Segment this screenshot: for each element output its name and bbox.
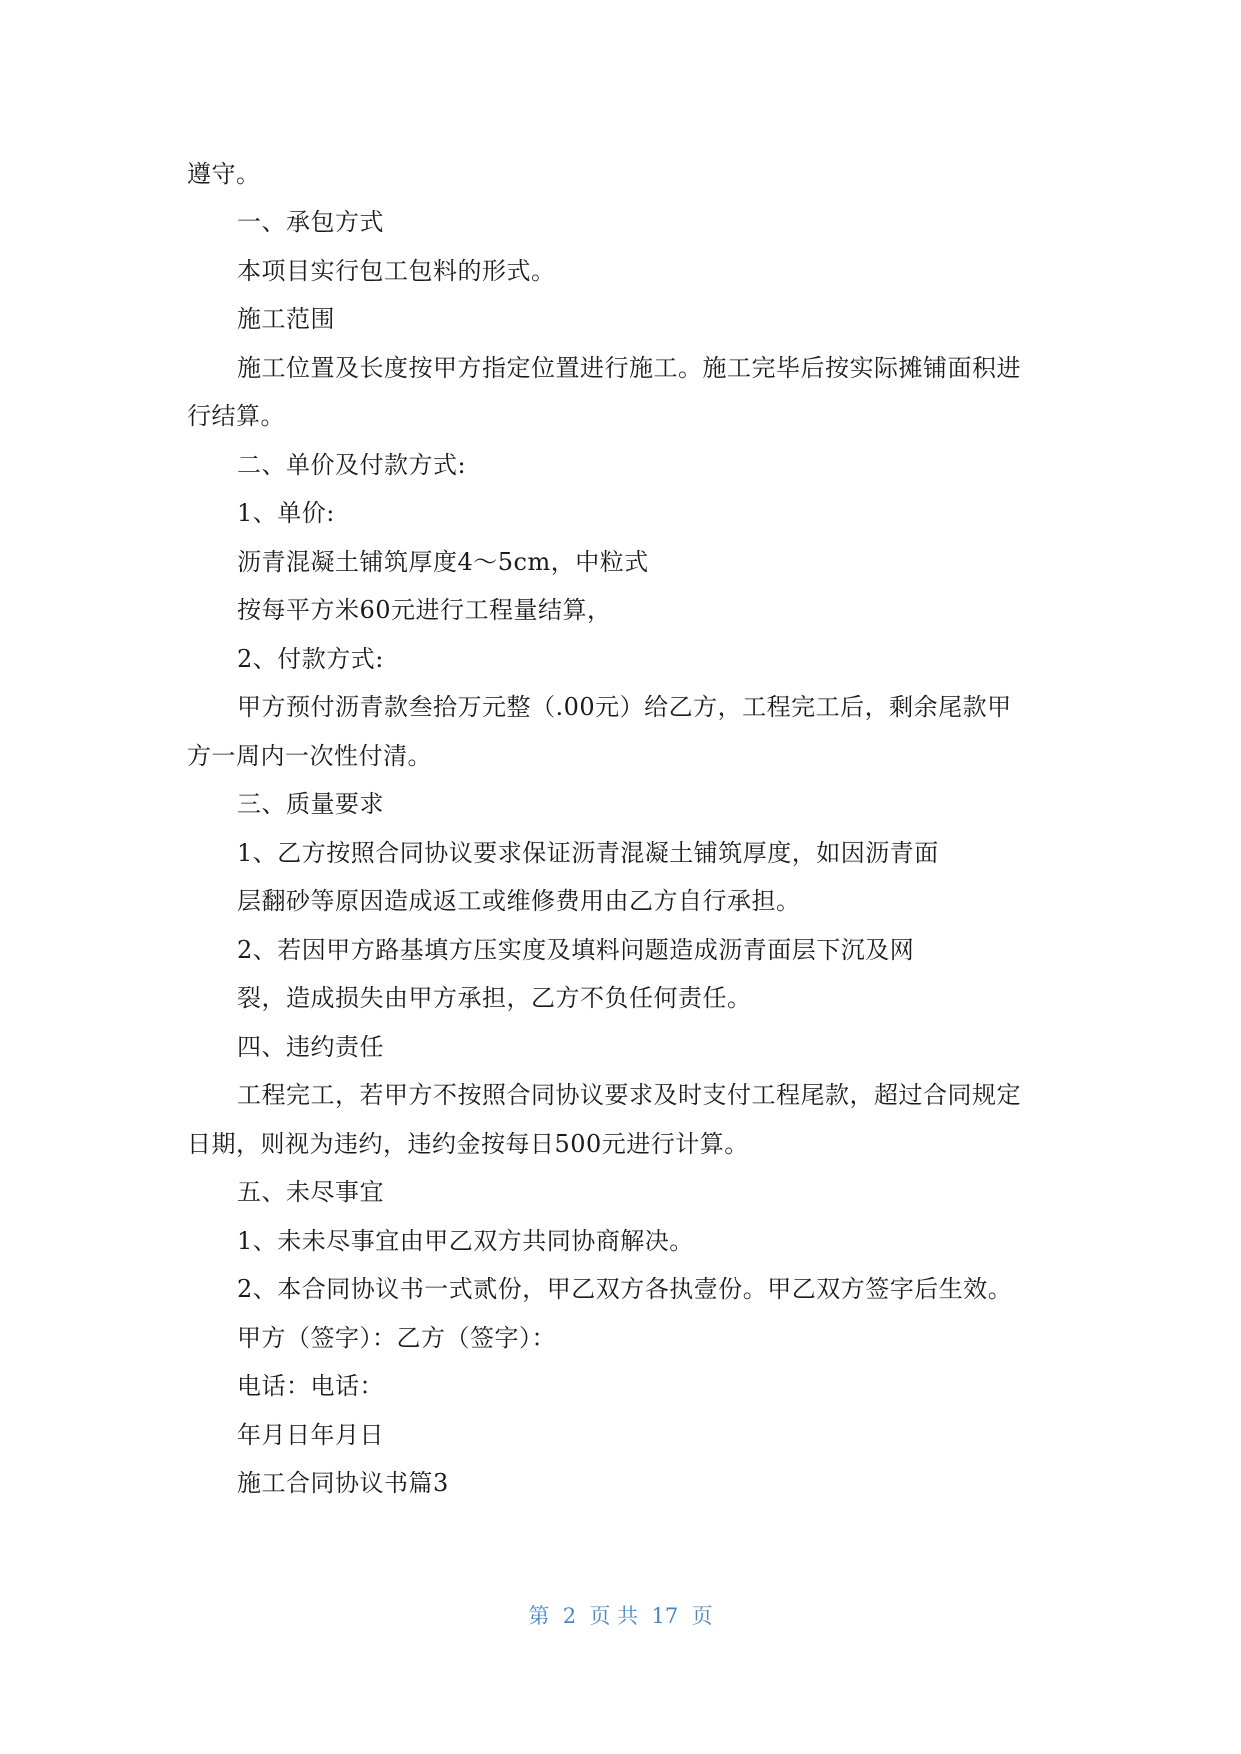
text-line: 甲方预付沥青款叁拾万元整（.00元）给乙方，工程完工后，剩余尾款甲: [237, 693, 1012, 721]
phone-line: 电话：电话：: [237, 1372, 384, 1400]
section-heading: 四、违约责任: [237, 1033, 384, 1061]
text-line: 本项目实行包工包料的形式。: [237, 257, 556, 285]
text-line: 行结算。: [187, 402, 285, 430]
section-heading: 三、质量要求: [237, 790, 384, 818]
section-heading: 二、单价及付款方式:: [237, 451, 467, 479]
signature-line: 甲方（签字）：乙方（签字）：: [237, 1324, 556, 1352]
text-line: 层翻砂等原因造成返工或维修费用由乙方自行承担。: [237, 887, 801, 915]
text-line: 2、本合同协议书一式贰份，甲乙双方各执壹份。甲乙双方签字后生效。: [237, 1275, 1013, 1303]
text-line: 方一周内一次性付清。: [187, 742, 432, 770]
text-line: 按每平方米60元进行工程量结算，: [237, 596, 612, 624]
text-line: 日期，则视为违约，违约金按每日500元进行计算。: [187, 1130, 749, 1158]
text-line: 1、单价:: [237, 499, 335, 527]
section-heading: 五、未尽事宜: [237, 1178, 384, 1206]
text-line: 1、未未尽事宜由甲乙双方共同协商解决。: [237, 1227, 694, 1255]
text-line: 沥青混凝土铺筑厚度4～5cm，中粒式: [237, 548, 649, 576]
date-line: 年月日年月日: [237, 1421, 384, 1449]
text-line: 遵守。: [187, 160, 261, 188]
text-line: 工程完工，若甲方不按照合同协议要求及时支付工程尾款，超过合同规定: [237, 1081, 1021, 1109]
page-number-footer: 第 2 页 共 17 页: [528, 1604, 713, 1628]
text-line: 施工位置及长度按甲方指定位置进行施工。施工完毕后按实际摊铺面积进: [237, 354, 1021, 382]
text-line: 2、若因甲方路基填方压实度及填料问题造成沥青面层下沉及网: [237, 936, 915, 964]
text-line: 1、乙方按照合同协议要求保证沥青混凝土铺筑厚度，如因沥青面: [237, 839, 939, 867]
next-section-title: 施工合同协议书篇3: [237, 1469, 449, 1497]
section-heading: 一、承包方式: [237, 208, 384, 236]
text-line: 2、付款方式:: [237, 645, 384, 673]
text-line: 裂，造成损失由甲方承担，乙方不负任何责任。: [237, 984, 752, 1012]
subsection-heading: 施工范围: [237, 305, 335, 333]
